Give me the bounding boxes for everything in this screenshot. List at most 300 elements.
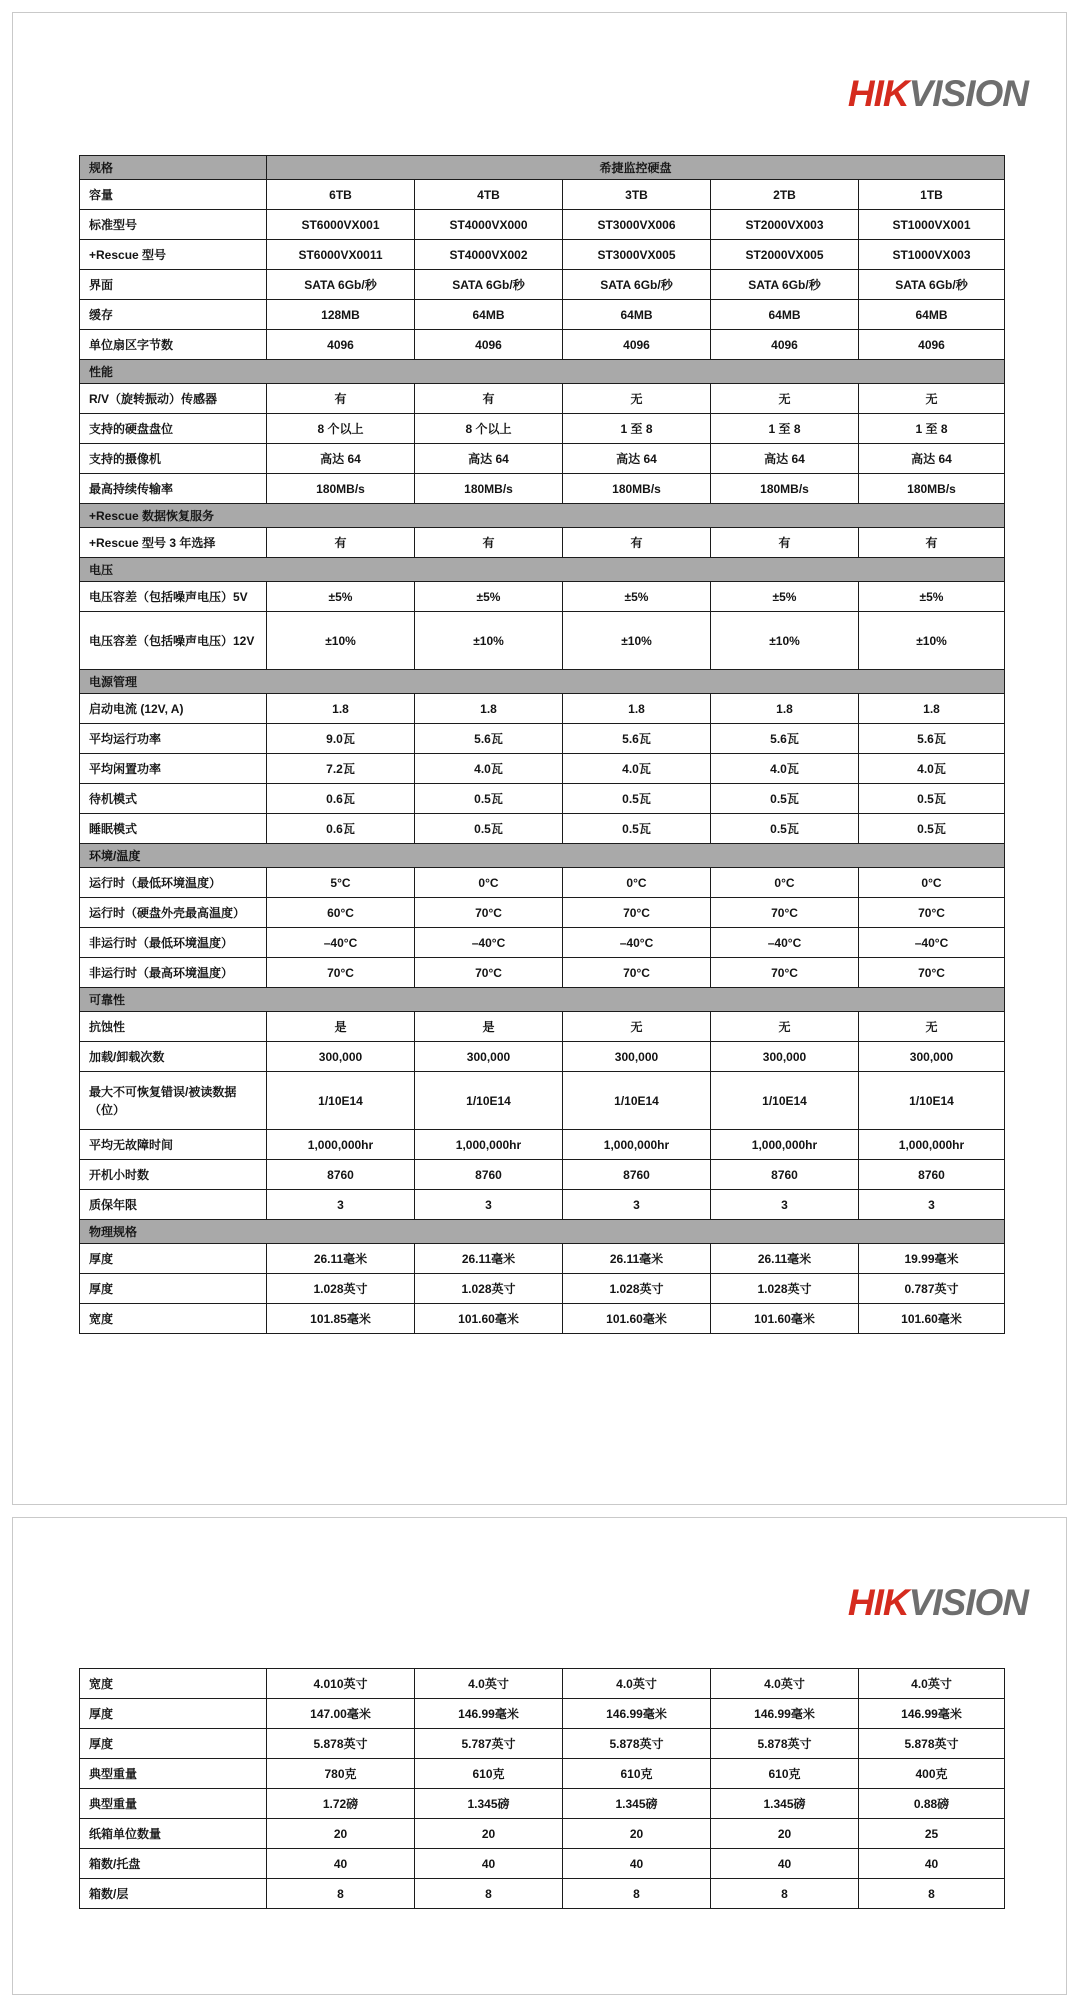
spec-cell: ST4000VX000 <box>415 210 563 240</box>
spec-cell: 高达 64 <box>711 444 859 474</box>
spec-cell: 有 <box>267 384 415 414</box>
spec-cell: 0.5瓦 <box>859 814 1005 844</box>
spec-sheet-page-2 <box>12 1517 1067 1995</box>
spec-cell: 1 至 8 <box>563 414 711 444</box>
spec-row-label: +Rescue 型号 3 年选择 <box>80 528 267 558</box>
spec-cell: 1.72磅 <box>267 1789 415 1819</box>
spec-row <box>80 1669 1005 1699</box>
spec-cell: 64MB <box>711 300 859 330</box>
spec-cell: 5.878英寸 <box>711 1729 859 1759</box>
section-header-row <box>80 360 1005 384</box>
spec-cell: 无 <box>563 384 711 414</box>
spec-cell: ST3000VX005 <box>563 240 711 270</box>
spec-cell: 4.0英寸 <box>563 1669 711 1699</box>
hdd-spec-table-page1 <box>79 155 1005 1334</box>
spec-cell: 180MB/s <box>563 474 711 504</box>
spec-row <box>80 1042 1005 1072</box>
spec-cell: ±5% <box>415 582 563 612</box>
section-header-row <box>80 988 1005 1012</box>
spec-cell: 180MB/s <box>711 474 859 504</box>
spec-cell: ±5% <box>563 582 711 612</box>
product-family-title: 希捷监控硬盘 <box>267 156 1005 180</box>
spec-cell: 101.60毫米 <box>711 1304 859 1334</box>
spec-cell: ST6000VX0011 <box>267 240 415 270</box>
section-header-label: 物理规格 <box>80 1220 1005 1244</box>
spec-cell: 101.85毫米 <box>267 1304 415 1334</box>
spec-row-label: 电压容差（包括噪声电压）12V <box>80 612 267 670</box>
spec-cell: 1/10E14 <box>859 1072 1005 1130</box>
spec-cell: 1,000,000hr <box>859 1130 1005 1160</box>
spec-row-label: 厚度 <box>80 1729 267 1759</box>
spec-cell: 1 至 8 <box>711 414 859 444</box>
spec-row <box>80 898 1005 928</box>
spec-cell: 5.6瓦 <box>415 724 563 754</box>
spec-cell: –40°C <box>859 928 1005 958</box>
spec-row-label: 电压容差（包括噪声电压）5V <box>80 582 267 612</box>
spec-cell: 40 <box>563 1849 711 1879</box>
spec-cell: ST6000VX001 <box>267 210 415 240</box>
spec-cell: –40°C <box>711 928 859 958</box>
section-header-label: 电压 <box>80 558 1005 582</box>
spec-cell: ±5% <box>267 582 415 612</box>
spec-row <box>80 1304 1005 1334</box>
spec-cell: SATA 6Gb/秒 <box>711 270 859 300</box>
spec-cell: 有 <box>563 528 711 558</box>
section-header-row <box>80 670 1005 694</box>
spec-row-label: 厚度 <box>80 1274 267 1304</box>
spec-cell: 1.345磅 <box>563 1789 711 1819</box>
spec-cell: 70°C <box>267 958 415 988</box>
spec-cell: 0.5瓦 <box>563 814 711 844</box>
spec-cell: SATA 6Gb/秒 <box>267 270 415 300</box>
spec-row <box>80 180 1005 210</box>
spec-cell: 有 <box>415 528 563 558</box>
spec-cell: –40°C <box>563 928 711 958</box>
spec-row-label: 宽度 <box>80 1304 267 1334</box>
spec-cell: 1,000,000hr <box>711 1130 859 1160</box>
spec-column-header: 规格 <box>80 156 267 180</box>
spec-cell: 4.0英寸 <box>415 1669 563 1699</box>
spec-row-label: 缓存 <box>80 300 267 330</box>
spec-cell: 1.028英寸 <box>267 1274 415 1304</box>
spec-row-label: 典型重量 <box>80 1789 267 1819</box>
spec-row-label: 运行时（最低环境温度） <box>80 868 267 898</box>
spec-row-label: 加载/卸载次数 <box>80 1042 267 1072</box>
spec-cell: 610克 <box>415 1759 563 1789</box>
spec-cell: 70°C <box>711 898 859 928</box>
spec-cell: ±5% <box>711 582 859 612</box>
spec-cell: 4096 <box>859 330 1005 360</box>
spec-cell: –40°C <box>415 928 563 958</box>
spec-row <box>80 1072 1005 1130</box>
spec-cell: 1.345磅 <box>711 1789 859 1819</box>
spec-cell: 1.028英寸 <box>415 1274 563 1304</box>
spec-cell: 70°C <box>563 958 711 988</box>
spec-cell: 70°C <box>415 898 563 928</box>
spec-cell: 300,000 <box>415 1042 563 1072</box>
spec-cell: 有 <box>415 384 563 414</box>
spec-cell: 4.0英寸 <box>711 1669 859 1699</box>
spec-cell: 1.8 <box>563 694 711 724</box>
spec-cell: 146.99毫米 <box>563 1699 711 1729</box>
spec-cell: 4.010英寸 <box>267 1669 415 1699</box>
spec-row-label: 启动电流 (12V, A) <box>80 694 267 724</box>
spec-cell: 3TB <box>563 180 711 210</box>
spec-row <box>80 1190 1005 1220</box>
spec-cell: 19.99毫米 <box>859 1244 1005 1274</box>
spec-cell: 20 <box>415 1819 563 1849</box>
hdd-spec-table-page2 <box>79 1668 1005 1909</box>
spec-cell: 147.00毫米 <box>267 1699 415 1729</box>
spec-cell: 70°C <box>415 958 563 988</box>
spec-row <box>80 1879 1005 1909</box>
section-header-label: 性能 <box>80 360 1005 384</box>
spec-cell: 2TB <box>711 180 859 210</box>
spec-cell: 25 <box>859 1819 1005 1849</box>
spec-cell: 0°C <box>711 868 859 898</box>
spec-row <box>80 1729 1005 1759</box>
spec-row <box>80 1759 1005 1789</box>
spec-cell: 1.345磅 <box>415 1789 563 1819</box>
spec-cell: 3 <box>415 1190 563 1220</box>
spec-cell: 8 个以上 <box>415 414 563 444</box>
spec-cell: 0.88磅 <box>859 1789 1005 1819</box>
spec-cell: ±10% <box>859 612 1005 670</box>
section-header-label: 电源管理 <box>80 670 1005 694</box>
spec-cell: 1 至 8 <box>859 414 1005 444</box>
spec-cell: 8 <box>859 1879 1005 1909</box>
spec-cell: 300,000 <box>267 1042 415 1072</box>
spec-cell: ±5% <box>859 582 1005 612</box>
spec-cell: 0°C <box>415 868 563 898</box>
spec-cell: 6TB <box>267 180 415 210</box>
spec-cell: 4.0瓦 <box>563 754 711 784</box>
spec-row <box>80 928 1005 958</box>
section-header-row <box>80 844 1005 868</box>
section-header-row <box>80 558 1005 582</box>
spec-row-label: R/V（旋转振动）传感器 <box>80 384 267 414</box>
spec-cell: ±10% <box>563 612 711 670</box>
spec-row <box>80 958 1005 988</box>
spec-cell: 无 <box>859 384 1005 414</box>
spec-cell: 70°C <box>563 898 711 928</box>
spec-cell: 8760 <box>711 1160 859 1190</box>
spec-row <box>80 612 1005 670</box>
spec-cell: 3 <box>267 1190 415 1220</box>
spec-cell: 3 <box>859 1190 1005 1220</box>
spec-cell: 1/10E14 <box>711 1072 859 1130</box>
spec-cell: 4.0瓦 <box>859 754 1005 784</box>
spec-cell: ST1000VX003 <box>859 240 1005 270</box>
spec-cell: 300,000 <box>859 1042 1005 1072</box>
spec-cell: 3 <box>563 1190 711 1220</box>
spec-cell: 70°C <box>711 958 859 988</box>
spec-cell: 8 <box>267 1879 415 1909</box>
spec-row <box>80 1160 1005 1190</box>
spec-cell: 64MB <box>563 300 711 330</box>
spec-cell: ST2000VX003 <box>711 210 859 240</box>
spec-cell: 780克 <box>267 1759 415 1789</box>
spec-cell: 64MB <box>859 300 1005 330</box>
spec-cell: 400克 <box>859 1759 1005 1789</box>
spec-row <box>80 1789 1005 1819</box>
spec-cell: SATA 6Gb/秒 <box>859 270 1005 300</box>
spec-cell: 4.0英寸 <box>859 1669 1005 1699</box>
spec-cell: ST3000VX006 <box>563 210 711 240</box>
spec-cell: 70°C <box>859 898 1005 928</box>
spec-cell: 20 <box>267 1819 415 1849</box>
spec-cell: 1.8 <box>415 694 563 724</box>
spec-row-label: 纸箱单位数量 <box>80 1819 267 1849</box>
spec-cell: 128MB <box>267 300 415 330</box>
spec-cell: 1.8 <box>711 694 859 724</box>
spec-cell: 300,000 <box>711 1042 859 1072</box>
spec-cell: 高达 64 <box>859 444 1005 474</box>
section-header-label: 可靠性 <box>80 988 1005 1012</box>
spec-cell: 5.6瓦 <box>859 724 1005 754</box>
spec-row <box>80 1244 1005 1274</box>
hikvision-logo <box>848 75 1028 112</box>
spec-row-label: 质保年限 <box>80 1190 267 1220</box>
spec-row-label: 平均运行功率 <box>80 724 267 754</box>
spec-row-label: 单位扇区字节数 <box>80 330 267 360</box>
spec-cell: 0°C <box>859 868 1005 898</box>
spec-cell: 0.6瓦 <box>267 814 415 844</box>
spec-cell: 无 <box>711 1012 859 1042</box>
spec-row <box>80 384 1005 414</box>
spec-row-label: 开机小时数 <box>80 1160 267 1190</box>
spec-cell: 是 <box>267 1012 415 1042</box>
spec-cell: 1/10E14 <box>267 1072 415 1130</box>
spec-cell: 180MB/s <box>415 474 563 504</box>
spec-cell: ±10% <box>415 612 563 670</box>
spec-cell: 8 <box>711 1879 859 1909</box>
spec-row <box>80 414 1005 444</box>
spec-sheet-page-1 <box>12 12 1067 1505</box>
spec-row <box>80 300 1005 330</box>
spec-cell: 高达 64 <box>415 444 563 474</box>
spec-cell: 26.11毫米 <box>267 1244 415 1274</box>
spec-row <box>80 868 1005 898</box>
spec-row <box>80 210 1005 240</box>
spec-cell: 1.8 <box>859 694 1005 724</box>
spec-row <box>80 1699 1005 1729</box>
spec-row <box>80 474 1005 504</box>
spec-row <box>80 1012 1005 1042</box>
spec-cell: 5.6瓦 <box>711 724 859 754</box>
spec-cell: SATA 6Gb/秒 <box>415 270 563 300</box>
spec-cell: 有 <box>267 528 415 558</box>
spec-cell: 64MB <box>415 300 563 330</box>
spec-row-label: 最大不可恢复错误/被读数据（位） <box>80 1072 267 1130</box>
spec-cell: 有 <box>711 528 859 558</box>
spec-row <box>80 270 1005 300</box>
spec-cell: 1.028英寸 <box>563 1274 711 1304</box>
spec-cell: 146.99毫米 <box>415 1699 563 1729</box>
spec-cell: 是 <box>415 1012 563 1042</box>
spec-cell: 4096 <box>711 330 859 360</box>
spec-row <box>80 444 1005 474</box>
spec-cell: 8760 <box>859 1160 1005 1190</box>
spec-row <box>80 1849 1005 1879</box>
spec-cell: 1.8 <box>267 694 415 724</box>
spec-cell: 20 <box>563 1819 711 1849</box>
spec-row-label: 睡眠模式 <box>80 814 267 844</box>
spec-cell: 1,000,000hr <box>267 1130 415 1160</box>
spec-cell: 5.878英寸 <box>267 1729 415 1759</box>
spec-cell: 180MB/s <box>859 474 1005 504</box>
spec-cell: 1,000,000hr <box>563 1130 711 1160</box>
spec-cell: 3 <box>711 1190 859 1220</box>
spec-row-label: 容量 <box>80 180 267 210</box>
spec-cell: 0.5瓦 <box>415 814 563 844</box>
spec-cell: 有 <box>859 528 1005 558</box>
spec-cell: 7.2瓦 <box>267 754 415 784</box>
spec-cell: ST4000VX002 <box>415 240 563 270</box>
spec-cell: SATA 6Gb/秒 <box>563 270 711 300</box>
spec-row-label: 非运行时（最高环境温度） <box>80 958 267 988</box>
spec-cell: 5.878英寸 <box>563 1729 711 1759</box>
spec-cell: 0.6瓦 <box>267 784 415 814</box>
spec-cell: 180MB/s <box>267 474 415 504</box>
spec-cell: 26.11毫米 <box>415 1244 563 1274</box>
logo-text-hik: HIK <box>847 73 909 114</box>
spec-cell: 60°C <box>267 898 415 928</box>
spec-row <box>80 784 1005 814</box>
spec-row-label: 厚度 <box>80 1699 267 1729</box>
spec-cell: 8760 <box>267 1160 415 1190</box>
spec-cell: 无 <box>859 1012 1005 1042</box>
spec-row-label: 抗蚀性 <box>80 1012 267 1042</box>
spec-row-label: 宽度 <box>80 1669 267 1699</box>
spec-cell: 4.0瓦 <box>415 754 563 784</box>
section-header-label: +Rescue 数据恢复服务 <box>80 504 1005 528</box>
spec-cell: 101.60毫米 <box>859 1304 1005 1334</box>
spec-row-label: 最高持续传输率 <box>80 474 267 504</box>
spec-row <box>80 814 1005 844</box>
spec-cell: 26.11毫米 <box>711 1244 859 1274</box>
spec-cell: 300,000 <box>563 1042 711 1072</box>
spec-cell: 70°C <box>859 958 1005 988</box>
spec-cell: 4096 <box>267 330 415 360</box>
spec-row-label: 厚度 <box>80 1244 267 1274</box>
spec-row <box>80 694 1005 724</box>
spec-row-label: 典型重量 <box>80 1759 267 1789</box>
spec-cell: ±10% <box>267 612 415 670</box>
spec-row <box>80 1819 1005 1849</box>
spec-row-label: 平均无故障时间 <box>80 1130 267 1160</box>
spec-cell: 1/10E14 <box>563 1072 711 1130</box>
spec-cell: 0.5瓦 <box>859 784 1005 814</box>
spec-cell: 0.5瓦 <box>711 814 859 844</box>
spec-cell: 5.6瓦 <box>563 724 711 754</box>
spec-cell: 8 <box>415 1879 563 1909</box>
spec-cell: 8760 <box>563 1160 711 1190</box>
spec-cell: 610克 <box>711 1759 859 1789</box>
spec-cell: 4TB <box>415 180 563 210</box>
spec-cell: 5°C <box>267 868 415 898</box>
spec-cell: 高达 64 <box>563 444 711 474</box>
spec-row <box>80 754 1005 784</box>
spec-cell: 8 个以上 <box>267 414 415 444</box>
spec-cell: ±10% <box>711 612 859 670</box>
spec-row-label: 平均闲置功率 <box>80 754 267 784</box>
spec-row-label: 界面 <box>80 270 267 300</box>
spec-cell: 0.5瓦 <box>563 784 711 814</box>
spec-cell: 无 <box>711 384 859 414</box>
spec-cell: ST2000VX005 <box>711 240 859 270</box>
spec-cell: 4096 <box>563 330 711 360</box>
section-header-row <box>80 504 1005 528</box>
spec-cell: 无 <box>563 1012 711 1042</box>
spec-cell: 40 <box>415 1849 563 1879</box>
spec-cell: 5.787英寸 <box>415 1729 563 1759</box>
hikvision-logo <box>848 1584 1028 1621</box>
spec-cell: 4.0瓦 <box>711 754 859 784</box>
spec-cell: –40°C <box>267 928 415 958</box>
spec-cell: 4096 <box>415 330 563 360</box>
spec-row <box>80 528 1005 558</box>
spec-cell: 0.5瓦 <box>415 784 563 814</box>
spec-cell: 1/10E14 <box>415 1072 563 1130</box>
spec-cell: 1.028英寸 <box>711 1274 859 1304</box>
spec-row-label: 箱数/层 <box>80 1879 267 1909</box>
spec-row-label: 支持的摄像机 <box>80 444 267 474</box>
spec-cell: ST1000VX001 <box>859 210 1005 240</box>
spec-cell: 610克 <box>563 1759 711 1789</box>
spec-cell: 8 <box>563 1879 711 1909</box>
spec-cell: 40 <box>267 1849 415 1879</box>
spec-row <box>80 1274 1005 1304</box>
spec-cell: 40 <box>711 1849 859 1879</box>
spec-cell: 8760 <box>415 1160 563 1190</box>
spec-cell: 20 <box>711 1819 859 1849</box>
spec-row-label: 运行时（硬盘外壳最高温度） <box>80 898 267 928</box>
table-title-row <box>80 156 1005 180</box>
logo-text-vision: VISION <box>908 73 1028 114</box>
spec-cell: 1,000,000hr <box>415 1130 563 1160</box>
spec-row-label: 标准型号 <box>80 210 267 240</box>
logo-text-hik: HIK <box>847 1582 909 1623</box>
spec-cell: 0.5瓦 <box>711 784 859 814</box>
spec-cell: 40 <box>859 1849 1005 1879</box>
spec-row-label: 支持的硬盘盘位 <box>80 414 267 444</box>
spec-cell: 高达 64 <box>267 444 415 474</box>
spec-cell: 146.99毫米 <box>711 1699 859 1729</box>
spec-row-label: 待机模式 <box>80 784 267 814</box>
section-header-label: 环境/温度 <box>80 844 1005 868</box>
logo-text-vision: VISION <box>908 1582 1028 1623</box>
spec-row <box>80 582 1005 612</box>
spec-row <box>80 240 1005 270</box>
spec-cell: 1TB <box>859 180 1005 210</box>
spec-row <box>80 1130 1005 1160</box>
spec-row-label: +Rescue 型号 <box>80 240 267 270</box>
spec-cell: 0.787英寸 <box>859 1274 1005 1304</box>
spec-cell: 101.60毫米 <box>563 1304 711 1334</box>
spec-cell: 101.60毫米 <box>415 1304 563 1334</box>
spec-row-label: 非运行时（最低环境温度） <box>80 928 267 958</box>
spec-cell: 0°C <box>563 868 711 898</box>
spec-cell: 26.11毫米 <box>563 1244 711 1274</box>
spec-row <box>80 330 1005 360</box>
section-header-row <box>80 1220 1005 1244</box>
spec-row <box>80 724 1005 754</box>
spec-cell: 5.878英寸 <box>859 1729 1005 1759</box>
spec-cell: 146.99毫米 <box>859 1699 1005 1729</box>
spec-cell: 9.0瓦 <box>267 724 415 754</box>
spec-row-label: 箱数/托盘 <box>80 1849 267 1879</box>
